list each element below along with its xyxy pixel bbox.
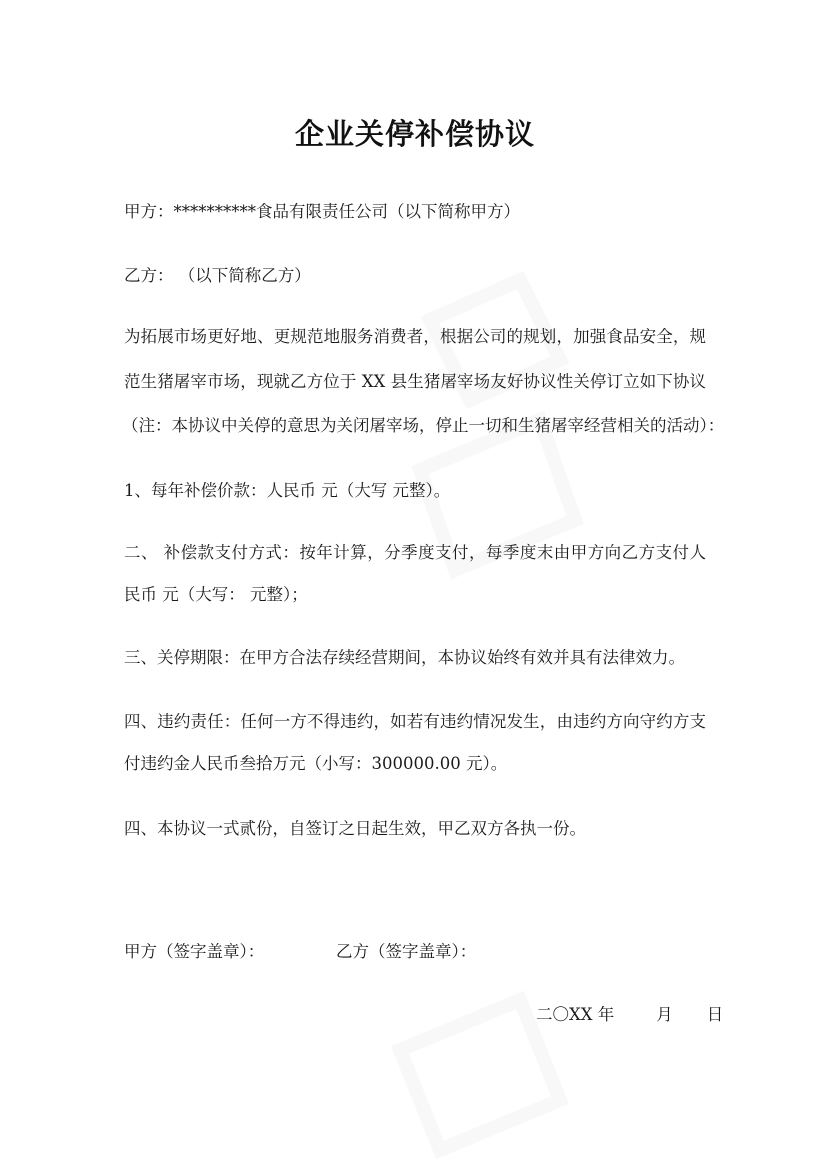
preamble-line-3: （注：本协议中关停的意思为关闭屠宰场，停止一切和生猪屠宰经营相关的活动）： <box>122 416 725 435</box>
signing-date <box>536 1001 723 1025</box>
date-year: 二〇XX 年 <box>536 1005 615 1024</box>
clause-5: 四、本协议一式贰份，自签订之日起生效，甲乙双方各执一份。 <box>124 819 586 838</box>
clause-3: 三、关停期限：在甲方合法存续经营期间，本协议始终有效并具有法律效力。 <box>124 648 685 667</box>
preamble-line-2: 范生猪屠宰市场，现就乙方位于 XX 县生猪屠宰场友好协议性关停订立如下协议 <box>124 372 706 391</box>
clause-4-line-1: 四、违约责任：任何一方不得违约，如若有违约情况发生，由违约方向守约方支 <box>124 712 706 731</box>
clause-1: 1、每年补偿价款：人民币 元（大写 元整）。 <box>124 481 451 500</box>
clause-2-line-2: 民币 元（大写： 元整）； <box>124 585 308 604</box>
party-b-line: 乙方： （以下简称乙方） <box>124 266 311 285</box>
signature-party-b: 乙方（签字盖章）： <box>336 942 477 961</box>
preamble-line-1: 为拓展市场更好地、更规范地服务消费者，根据公司的规划，加强食品安全，规 <box>124 327 706 346</box>
date-month: 月 <box>656 1005 673 1024</box>
party-a-line: 甲方：**********食品有限责任公司（以下简称甲方） <box>124 202 520 221</box>
clause-2-line-1: 二、 补偿款支付方式：按年计算，分季度支付，每季度末由甲方向乙方支付人 <box>124 543 706 562</box>
signature-party-a: 甲方（签字盖章）： <box>124 942 265 961</box>
clause-4-line-2: 付违约金人民币叁拾万元（小写：300000.00 元）。 <box>124 754 508 773</box>
date-day: 日 <box>706 1005 724 1024</box>
document-title: 企业关停补偿协议 <box>294 117 535 151</box>
